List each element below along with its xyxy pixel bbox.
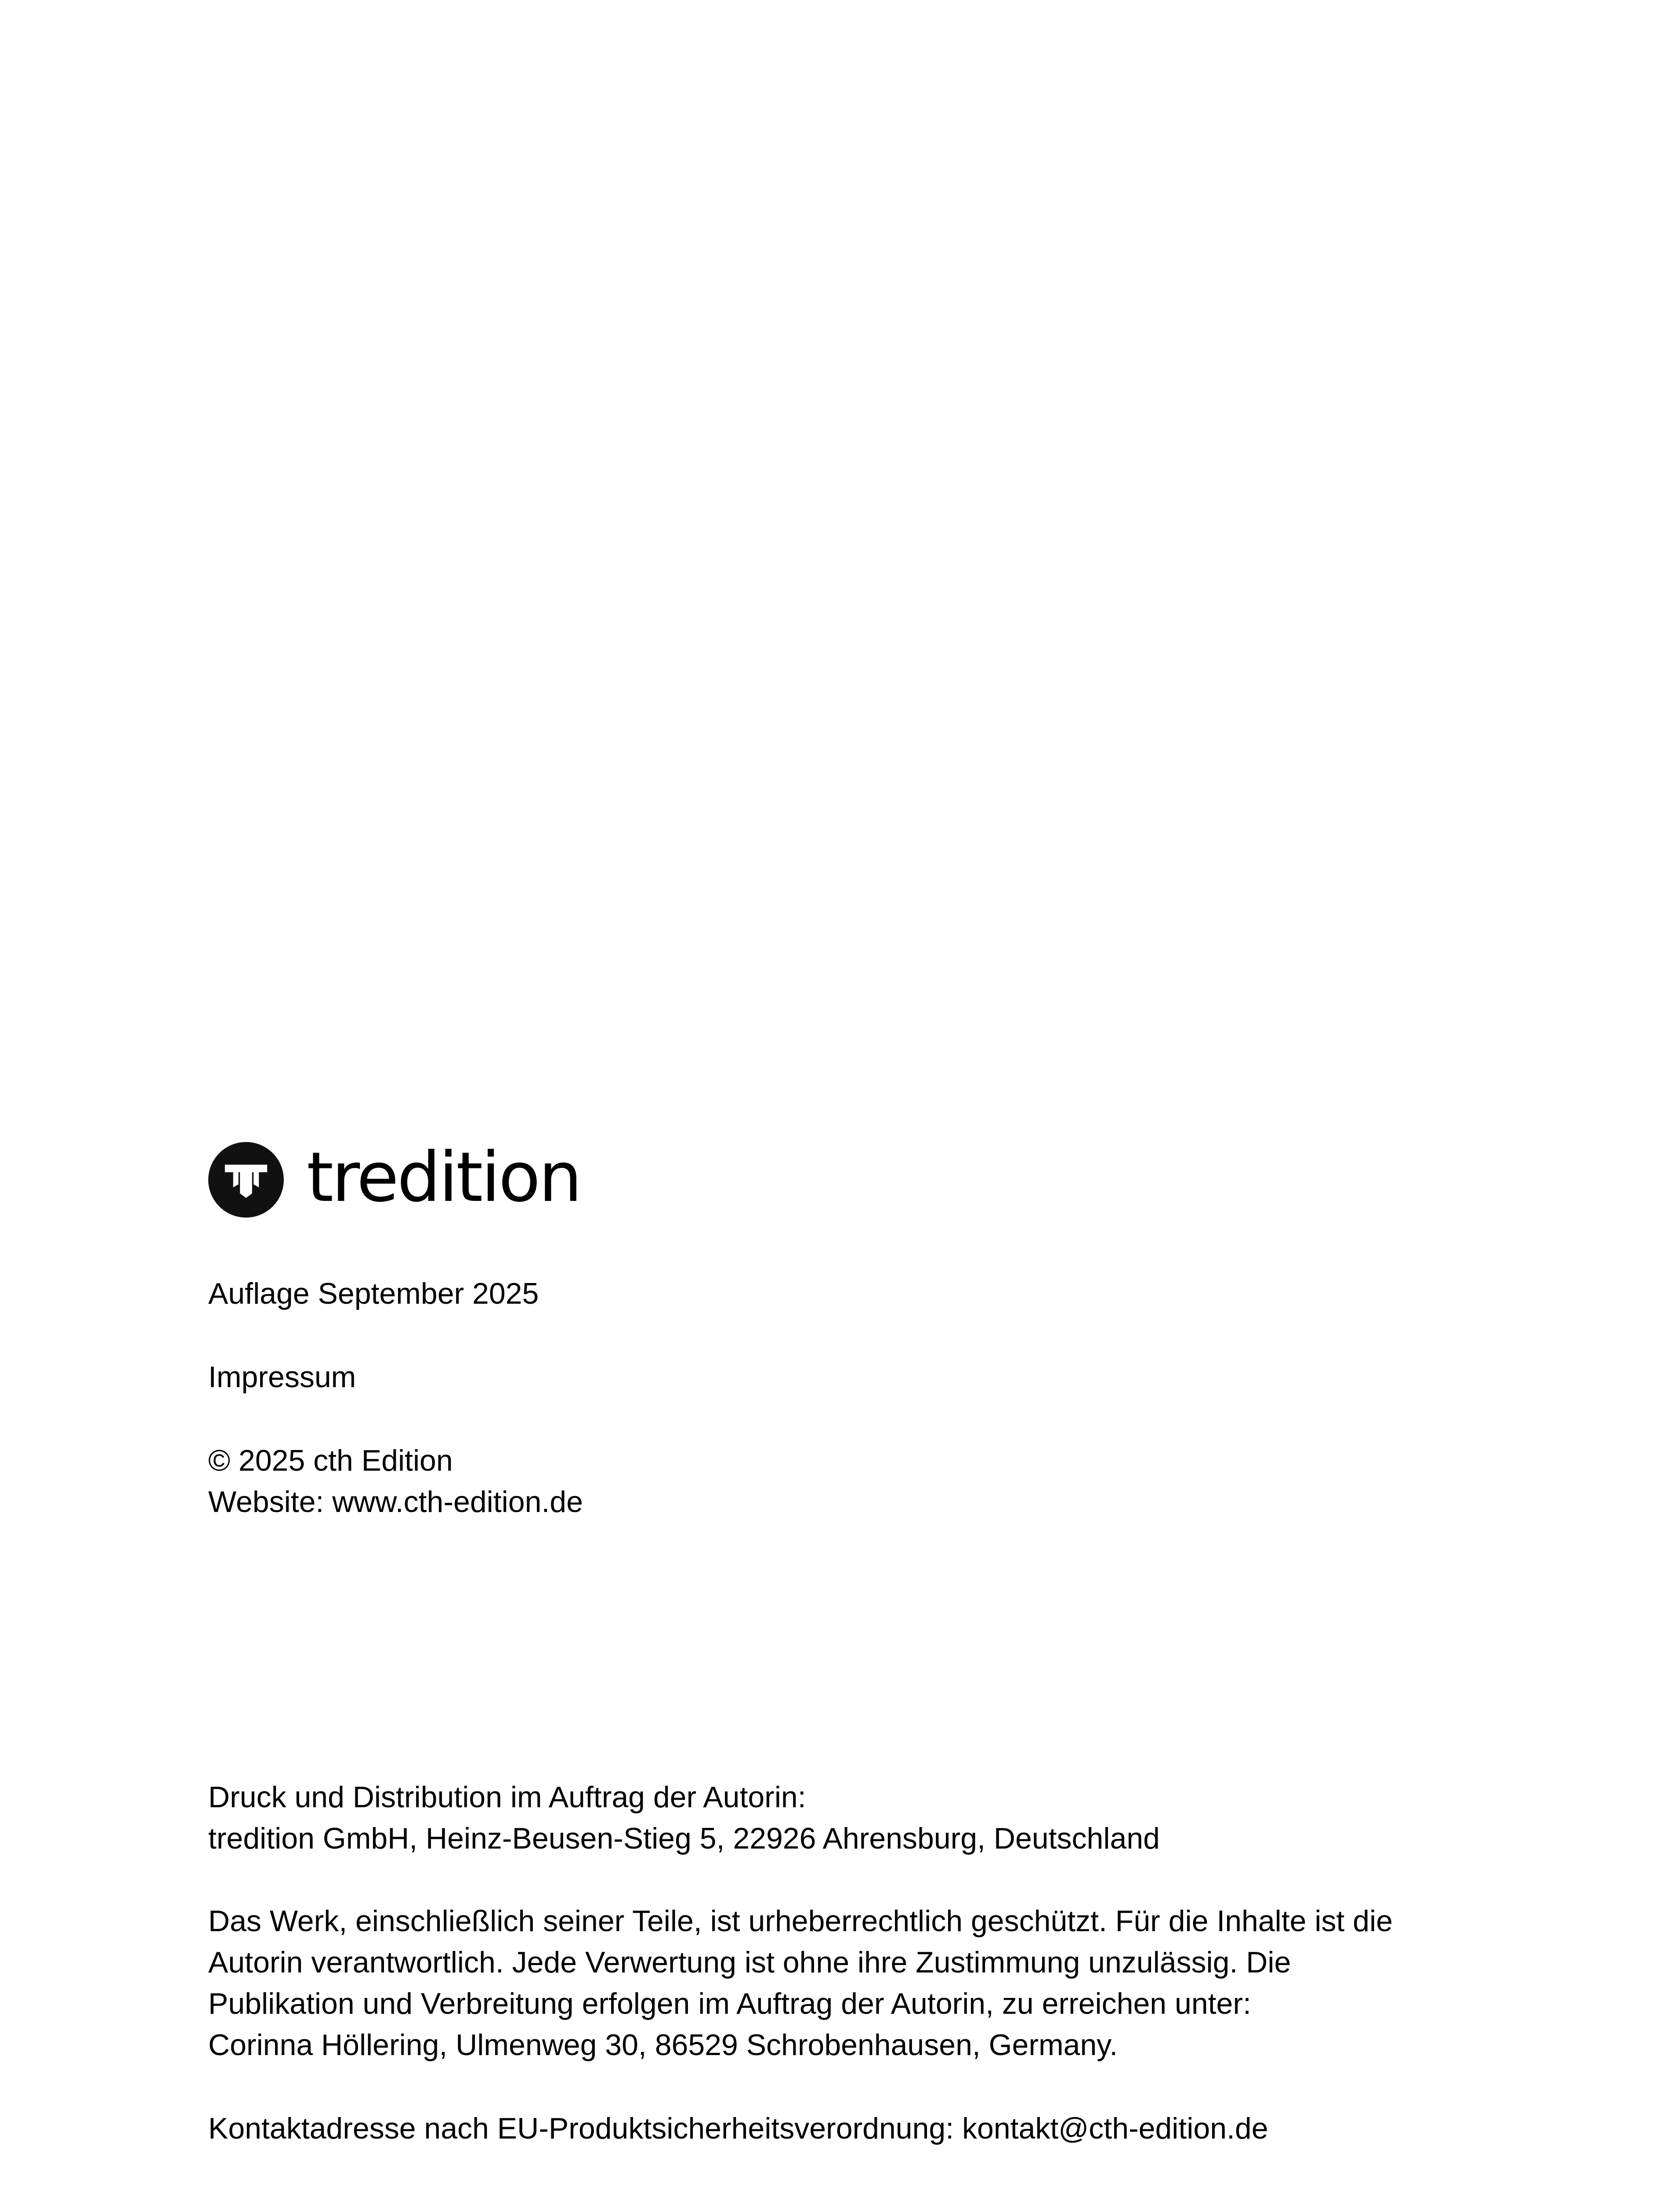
- legal-line-4: Corinna Höllering, Ulmenweg 30, 86529 Schrobenhausen, Germany.: [208, 2028, 1118, 2062]
- tredition-logo-icon: [208, 1142, 284, 1218]
- edition-line: Auflage September 2025: [208, 1277, 539, 1310]
- website-line: Website: www.cth-edition.de: [208, 1485, 583, 1519]
- legal-line-3: Publikation und Verbreitung erfolgen im Auftrag der Autorin, zu erreichen unter:: [208, 1987, 1251, 2020]
- publisher-logo: [208, 1137, 581, 1218]
- legal-line-2: Autorin verantwortlich. Jede Verwertung ist ohne ihre Zustimmung unzulässig. Die: [208, 1946, 1291, 1979]
- legal-line-1: Das Werk, einschließlich seiner Teile, ist urheberrechtlich geschützt. Für die Inhalte ist die: [208, 1904, 1393, 1938]
- imprint-heading: Impressum: [208, 1360, 356, 1394]
- logo-wordmark: tredition: [307, 1137, 581, 1217]
- contact-line: Kontaktadresse nach EU-Produktsicherheitsverordnung: kontakt@cth-edition.de: [208, 2112, 1268, 2145]
- distribution-line-2: tredition GmbH, Heinz-Beusen-Stieg 5, 22926 Ahrensburg, Deutschland: [208, 1822, 1160, 1855]
- copyright-line: © 2025 cth Edition: [208, 1444, 453, 1477]
- distribution-line-1: Druck und Distribution im Auftrag der Autorin:: [208, 1780, 806, 1814]
